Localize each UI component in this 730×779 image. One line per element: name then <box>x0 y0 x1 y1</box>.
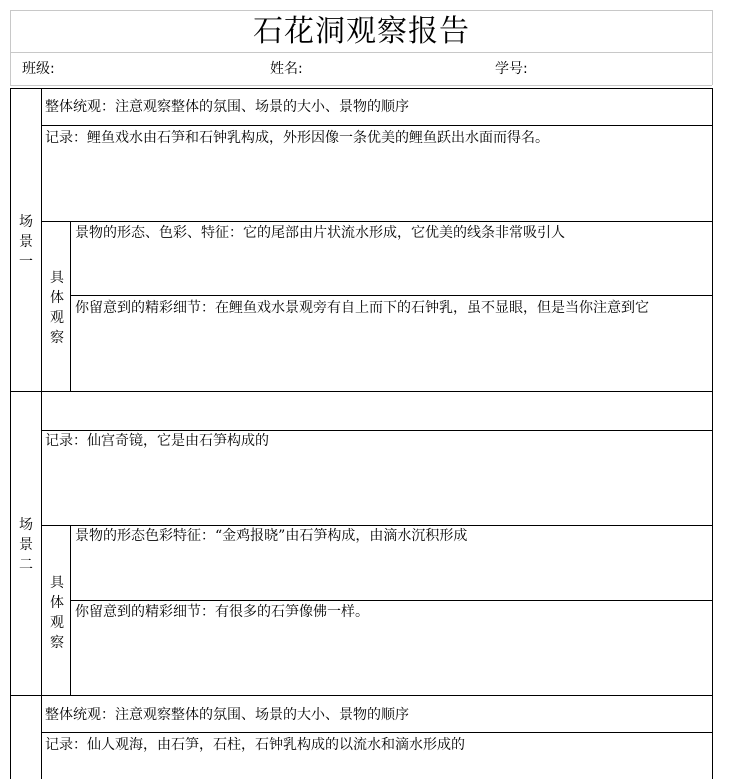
scene-two-label: 场 景 二 <box>19 517 33 573</box>
scene-one-record: 记录：鲤鱼戏水由石笋和石钟乳构成，外形因像一条优美的鲤鱼跃出水面而得名。 <box>45 130 549 146</box>
scene-one-overview: 整体统观：注意观察整体的氛围、场景的大小、景物的顺序 <box>45 99 409 115</box>
class-label: 班级: <box>22 61 55 77</box>
scene-one-detail-label: 具 体 观 察 <box>50 270 64 346</box>
scene-two-features: 景物的形态色彩特征：“金鸡报晓”由石笋构成，由滴水沉积形成 <box>75 528 468 544</box>
scene-one-features: 景物的形态、色彩、特征：它的尾部由片状流水形成，它优美的线条非常吸引人 <box>75 225 565 241</box>
name-label: 姓名: <box>270 61 303 77</box>
scene-three-overview: 整体统观：注意观察整体的氛围、场景的大小、景物的顺序 <box>45 707 409 723</box>
scene-one-label: 场 景 一 <box>19 214 33 270</box>
scene-two-record: 记录：仙宫奇镜，它是由石笋构成的 <box>45 433 269 449</box>
scene-two-details: 你留意到的精彩细节：有很多的石笋像佛一样。 <box>75 604 369 620</box>
page-title: 石花洞观察报告 <box>253 14 470 49</box>
scene-two-detail-label: 具 体 观 察 <box>50 575 64 651</box>
scene-three-record: 记录：仙人观海，由石笋，石柱，石钟乳构成的以流水和滴水形成的 <box>45 737 465 753</box>
scene-one-details: 你留意到的精彩细节：在鲤鱼戏水景观旁有自上而下的石钟乳，虽不显眼，但是当你注意到它 <box>75 300 649 316</box>
student-id-label: 学号: <box>495 61 528 77</box>
